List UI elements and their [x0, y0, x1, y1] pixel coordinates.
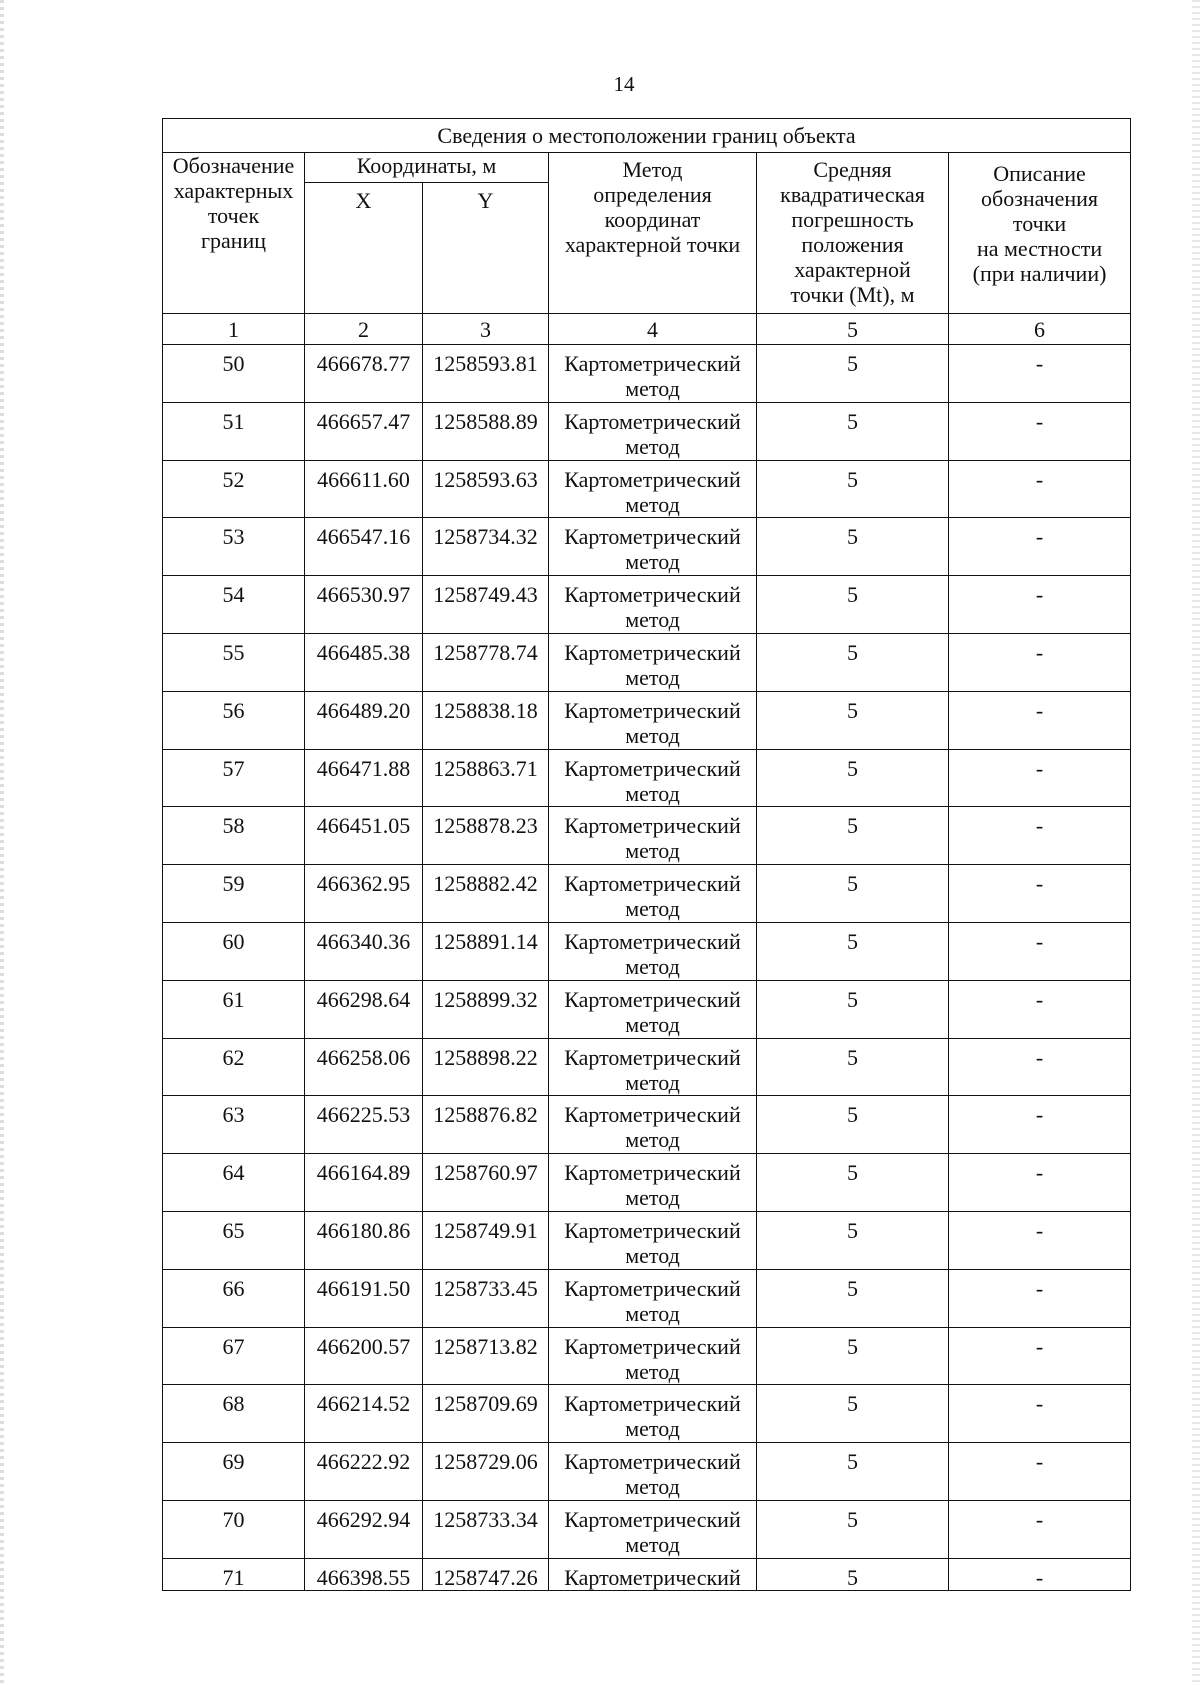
- x-coordinate-cell: 466530.97: [305, 576, 423, 634]
- x-coordinate-cell: 466547.16: [305, 518, 423, 576]
- table-row: [163, 1558, 1131, 1590]
- table-row: [163, 402, 1131, 460]
- x-coordinate-cell: 466222.92: [305, 1443, 423, 1501]
- method-cell: [549, 1154, 757, 1212]
- method-text: метод: [625, 433, 680, 459]
- method-cell: [549, 865, 757, 923]
- description-cell: -: [949, 1558, 1131, 1590]
- scan-edge-right: [1192, 0, 1200, 1686]
- accuracy-cell: 5: [757, 1443, 949, 1501]
- description-cell: -: [949, 807, 1131, 865]
- method-text: метод: [625, 1474, 680, 1500]
- method-text: метод: [625, 1185, 680, 1211]
- table-row: [163, 922, 1131, 980]
- y-coordinate-cell: 1258749.43: [423, 576, 549, 634]
- method-text: метод: [625, 1358, 680, 1384]
- method-cell: [549, 1443, 757, 1501]
- method-text: метод: [625, 838, 680, 864]
- y-coordinate-cell: 1258593.81: [423, 345, 549, 403]
- y-coordinate-cell: 1258733.45: [423, 1269, 549, 1327]
- description-cell: -: [949, 1211, 1131, 1269]
- accuracy-cell: 5: [757, 980, 949, 1038]
- description-cell: -: [949, 1096, 1131, 1154]
- description-cell: -: [949, 1443, 1131, 1501]
- column-number: 5: [757, 314, 949, 345]
- method-text: Картометрический: [564, 582, 741, 608]
- x-coordinate-cell: 466200.57: [305, 1327, 423, 1385]
- method-cell: [549, 1269, 757, 1327]
- accuracy-cell: 5: [757, 460, 949, 518]
- table-row: [163, 1096, 1131, 1154]
- x-coordinate-cell: 466180.86: [305, 1211, 423, 1269]
- point-cell: 67: [163, 1327, 305, 1385]
- point-cell: 53: [163, 518, 305, 576]
- y-coordinate-cell: 1258733.34: [423, 1500, 549, 1558]
- y-coordinate-cell: 1258713.82: [423, 1327, 549, 1385]
- method-cell: [549, 749, 757, 807]
- method-cell: [549, 1327, 757, 1385]
- method-cell: [549, 460, 757, 518]
- method-text: метод: [625, 1242, 680, 1268]
- method-text: метод: [625, 549, 680, 575]
- accuracy-cell: 5: [757, 691, 949, 749]
- description-cell: -: [949, 1385, 1131, 1443]
- method-cell: [549, 922, 757, 980]
- accuracy-cell: 5: [757, 1211, 949, 1269]
- x-coordinate-cell: 466471.88: [305, 749, 423, 807]
- column-number: 6: [949, 314, 1131, 345]
- accuracy-cell: 5: [757, 1038, 949, 1096]
- x-coordinate-cell: 466298.64: [305, 980, 423, 1038]
- point-cell: 55: [163, 633, 305, 691]
- x-coordinate-cell: 466362.95: [305, 865, 423, 923]
- method-text: Картометрический: [564, 928, 741, 954]
- method-text: Картометрический: [564, 1391, 741, 1417]
- x-coordinate-cell: 466678.77: [305, 345, 423, 403]
- accuracy-cell: 5: [757, 633, 949, 691]
- x-coordinate-cell: 466164.89: [305, 1154, 423, 1212]
- method-text: метод: [625, 780, 680, 806]
- method-text: метод: [625, 491, 680, 517]
- method-text: метод: [625, 376, 680, 401]
- table-row: [163, 1038, 1131, 1096]
- method-text: Картометрический: [564, 1160, 741, 1186]
- y-coordinate-cell: 1258838.18: [423, 691, 549, 749]
- accuracy-cell: 5: [757, 1558, 949, 1590]
- point-cell: 58: [163, 807, 305, 865]
- table-row: [163, 633, 1131, 691]
- table-body: [163, 345, 1131, 1591]
- point-cell: 71: [163, 1558, 305, 1590]
- method-text: метод: [625, 722, 680, 748]
- method-text: Картометрический: [564, 639, 741, 665]
- method-cell: [549, 1385, 757, 1443]
- description-cell: -: [949, 1500, 1131, 1558]
- x-coordinate-cell: 466611.60: [305, 460, 423, 518]
- y-coordinate-cell: 1258878.23: [423, 807, 549, 865]
- method-text: метод: [625, 1531, 680, 1557]
- y-coordinate-cell: 1258882.42: [423, 865, 549, 923]
- table-row: [163, 518, 1131, 576]
- accuracy-cell: 5: [757, 518, 949, 576]
- table-row: [163, 1327, 1131, 1385]
- x-coordinate-cell: 466225.53: [305, 1096, 423, 1154]
- y-coordinate-cell: 1258899.32: [423, 980, 549, 1038]
- description-cell: -: [949, 691, 1131, 749]
- method-text: Картометрический: [564, 1275, 741, 1301]
- description-cell: -: [949, 1269, 1131, 1327]
- point-cell: 52: [163, 460, 305, 518]
- method-text: Картометрический: [564, 351, 741, 376]
- y-coordinate-cell: 1258863.71: [423, 749, 549, 807]
- accuracy-cell: 5: [757, 1154, 949, 1212]
- y-coordinate-cell: 1258588.89: [423, 402, 549, 460]
- method-text: Картометрический: [564, 1217, 741, 1243]
- point-cell: 60: [163, 922, 305, 980]
- method-cell: [549, 518, 757, 576]
- header-coordinates: Координаты, м: [305, 153, 549, 183]
- point-cell: 57: [163, 749, 305, 807]
- table-row: [163, 1154, 1131, 1212]
- header-point-designation: Обозначение характерных точек границ: [163, 153, 305, 314]
- method-cell: [549, 1558, 757, 1590]
- method-cell: [549, 807, 757, 865]
- y-coordinate-cell: 1258891.14: [423, 922, 549, 980]
- header-description: Описание обозначения точки на местности (при наличии): [949, 153, 1131, 314]
- point-cell: 69: [163, 1443, 305, 1501]
- method-cell: [549, 345, 757, 403]
- method-cell: [549, 1211, 757, 1269]
- description-cell: -: [949, 980, 1131, 1038]
- header-y: Y: [423, 183, 549, 314]
- x-coordinate-cell: 466485.38: [305, 633, 423, 691]
- method-cell: [549, 576, 757, 634]
- method-text: Картометрический: [564, 524, 741, 550]
- table-row: [163, 1443, 1131, 1501]
- method-text: Картометрический: [564, 755, 741, 781]
- method-cell: [549, 1500, 757, 1558]
- method-text: метод: [625, 1300, 680, 1326]
- point-cell: 56: [163, 691, 305, 749]
- method-text: метод: [625, 607, 680, 633]
- accuracy-cell: 5: [757, 865, 949, 923]
- accuracy-cell: 5: [757, 1385, 949, 1443]
- description-cell: -: [949, 345, 1131, 403]
- method-text: Картометрический: [564, 1044, 741, 1070]
- method-text: Картометрический: [564, 697, 741, 723]
- description-cell: -: [949, 922, 1131, 980]
- method-text: метод: [625, 664, 680, 690]
- method-cell: [549, 980, 757, 1038]
- method-text: метод: [625, 1127, 680, 1153]
- y-coordinate-cell: 1258876.82: [423, 1096, 549, 1154]
- point-cell: 70: [163, 1500, 305, 1558]
- method-text: метод: [625, 1416, 680, 1442]
- point-cell: 65: [163, 1211, 305, 1269]
- method-text: Картометрический: [564, 466, 741, 492]
- x-coordinate-cell: 466214.52: [305, 1385, 423, 1443]
- method-text: Картометрический: [564, 408, 741, 434]
- column-number: 1: [163, 314, 305, 345]
- method-cell: [549, 633, 757, 691]
- x-coordinate-cell: 466398.55: [305, 1558, 423, 1590]
- accuracy-cell: 5: [757, 922, 949, 980]
- description-cell: -: [949, 1327, 1131, 1385]
- table-row: [163, 807, 1131, 865]
- point-cell: 51: [163, 402, 305, 460]
- point-cell: 64: [163, 1154, 305, 1212]
- point-cell: 63: [163, 1096, 305, 1154]
- method-text: Картометрический: [564, 813, 741, 839]
- method-text: Картометрический: [564, 1102, 741, 1128]
- table-row: [163, 1269, 1131, 1327]
- method-text: Картометрический: [564, 986, 741, 1012]
- accuracy-cell: 5: [757, 1096, 949, 1154]
- method-text: Картометрический: [564, 1449, 741, 1475]
- accuracy-cell: 5: [757, 1500, 949, 1558]
- method-cell: [549, 691, 757, 749]
- table-row: [163, 345, 1131, 403]
- description-cell: -: [949, 633, 1131, 691]
- x-coordinate-cell: 466340.36: [305, 922, 423, 980]
- table-row: [163, 865, 1131, 923]
- table-row: [163, 576, 1131, 634]
- method-text: Картометрический: [564, 871, 741, 897]
- header-x: X: [305, 183, 423, 314]
- x-coordinate-cell: 466489.20: [305, 691, 423, 749]
- accuracy-cell: 5: [757, 402, 949, 460]
- accuracy-cell: 5: [757, 1269, 949, 1327]
- table-row: [163, 749, 1131, 807]
- point-cell: 54: [163, 576, 305, 634]
- point-cell: 66: [163, 1269, 305, 1327]
- y-coordinate-cell: 1258898.22: [423, 1038, 549, 1096]
- point-cell: 59: [163, 865, 305, 923]
- description-cell: -: [949, 1154, 1131, 1212]
- point-cell: 61: [163, 980, 305, 1038]
- y-coordinate-cell: 1258749.91: [423, 1211, 549, 1269]
- method-text: Картометрический: [564, 1506, 741, 1532]
- table-row: [163, 1500, 1131, 1558]
- method-text: метод: [625, 896, 680, 922]
- method-cell: [549, 1038, 757, 1096]
- point-cell: 50: [163, 345, 305, 403]
- description-cell: -: [949, 460, 1131, 518]
- point-cell: 62: [163, 1038, 305, 1096]
- method-text: метод: [625, 953, 680, 979]
- accuracy-cell: 5: [757, 576, 949, 634]
- table-row: [163, 691, 1131, 749]
- accuracy-cell: 5: [757, 749, 949, 807]
- y-coordinate-cell: 1258760.97: [423, 1154, 549, 1212]
- scan-edge-left: [0, 0, 4, 1686]
- y-coordinate-cell: 1258778.74: [423, 633, 549, 691]
- method-text: метод: [625, 1011, 680, 1037]
- header-accuracy: Средняя квадратическая погрешность положения характерной точки (Mt), м: [757, 153, 949, 314]
- table-caption: Сведения о местоположении границ объекта: [163, 119, 1131, 153]
- x-coordinate-cell: 466292.94: [305, 1500, 423, 1558]
- page-number: 14: [613, 72, 635, 96]
- method-text: метод: [625, 1069, 680, 1095]
- y-coordinate-cell: 1258747.26: [423, 1558, 549, 1590]
- description-cell: -: [949, 749, 1131, 807]
- table-row: [163, 1211, 1131, 1269]
- description-cell: -: [949, 1038, 1131, 1096]
- table-row: [163, 980, 1131, 1038]
- x-coordinate-cell: 466191.50: [305, 1269, 423, 1327]
- x-coordinate-cell: 466451.05: [305, 807, 423, 865]
- boundary-coordinates-table: [162, 118, 1131, 1591]
- x-coordinate-cell: 466657.47: [305, 402, 423, 460]
- description-cell: -: [949, 518, 1131, 576]
- column-number: 4: [549, 314, 757, 345]
- y-coordinate-cell: 1258593.63: [423, 460, 549, 518]
- y-coordinate-cell: 1258734.32: [423, 518, 549, 576]
- table-row: [163, 1385, 1131, 1443]
- header-method: Метод определения координат характерной точки: [549, 153, 757, 314]
- column-number: 3: [423, 314, 549, 345]
- accuracy-cell: 5: [757, 1327, 949, 1385]
- x-coordinate-cell: 466258.06: [305, 1038, 423, 1096]
- table-row: [163, 460, 1131, 518]
- method-cell: [549, 402, 757, 460]
- description-cell: -: [949, 576, 1131, 634]
- y-coordinate-cell: 1258729.06: [423, 1443, 549, 1501]
- method-text: Картометрический: [564, 1333, 741, 1359]
- column-number: 2: [305, 314, 423, 345]
- point-cell: 68: [163, 1385, 305, 1443]
- description-cell: -: [949, 402, 1131, 460]
- y-coordinate-cell: 1258709.69: [423, 1385, 549, 1443]
- accuracy-cell: 5: [757, 807, 949, 865]
- method-text: Картометрический: [564, 1564, 741, 1590]
- accuracy-cell: 5: [757, 345, 949, 403]
- description-cell: -: [949, 865, 1131, 923]
- method-cell: [549, 1096, 757, 1154]
